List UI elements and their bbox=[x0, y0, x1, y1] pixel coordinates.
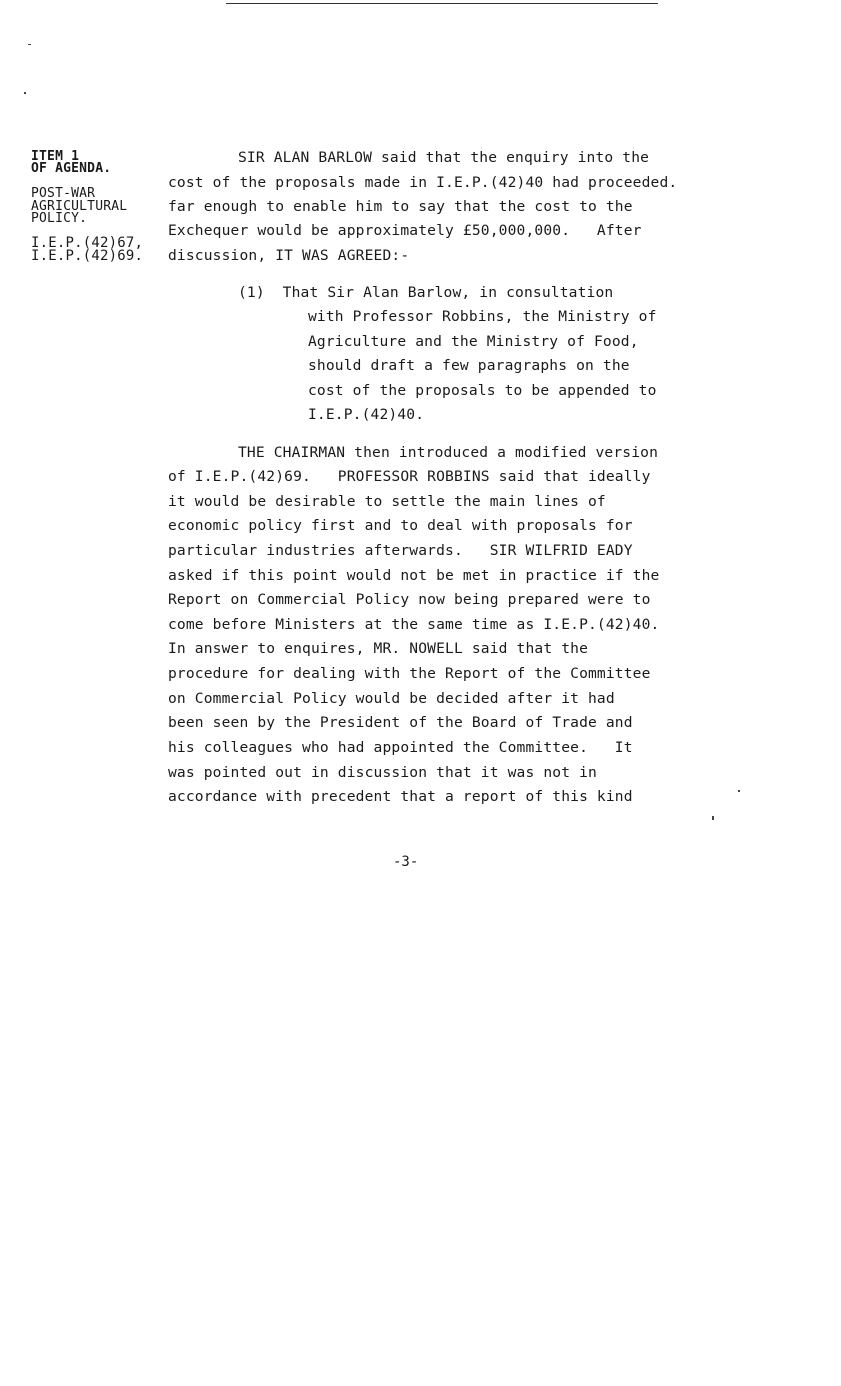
body-line: asked if this point would not be met in practice if the bbox=[168, 567, 660, 584]
page-number: -3- bbox=[393, 854, 419, 870]
resolution-line: should draft a few paragraphs on the bbox=[308, 357, 630, 374]
margin-reference: I.E.P.(42)67, bbox=[31, 235, 144, 251]
body-line: was pointed out in discussion that it was not in bbox=[168, 764, 597, 781]
body-line: In answer to enquires, MR. NOWELL said that the bbox=[168, 640, 589, 657]
resolution-line: cost of the proposals to be appended to bbox=[308, 382, 657, 399]
body-line: been seen by the President of the Board of Trade and bbox=[168, 714, 633, 731]
top-rule bbox=[226, 3, 658, 4]
body-line: economic policy first and to deal with proposals for bbox=[168, 517, 633, 534]
body-line: Report on Commercial Policy now being prepared were to bbox=[168, 591, 651, 608]
body-line: his colleagues who had appointed the Committee. It bbox=[168, 739, 633, 756]
scan-speck bbox=[712, 816, 714, 820]
body-line: come before Ministers at the same time as I.E.P.(42)40. bbox=[168, 616, 660, 633]
body-line: far enough to enable him to say that the cost to the bbox=[168, 198, 633, 215]
body-line: on Commercial Policy would be decided after it had bbox=[168, 690, 615, 707]
margin-subject-line: POST-WAR bbox=[31, 186, 96, 201]
body-line: cost of the proposals made in I.E.P.(42)40 had proceeded. bbox=[168, 174, 678, 191]
resolution-line: with Professor Robbins, the Ministry of bbox=[308, 308, 657, 325]
body-line: discussion, IT WAS AGREED:- bbox=[168, 247, 410, 264]
body-line: procedure for dealing with the Report of the Committee bbox=[168, 665, 651, 682]
margin-agenda-label: OF AGENDA. bbox=[31, 161, 112, 176]
body-line: of I.E.P.(42)69. PROFESSOR ROBBINS said that ideally bbox=[168, 468, 651, 485]
body-line: accordance with precedent that a report of this kind bbox=[168, 788, 633, 805]
margin-reference: I.E.P.(42)69. bbox=[31, 248, 144, 264]
margin-subject-line: POLICY. bbox=[31, 211, 88, 226]
resolution-line: Agriculture and the Ministry of Food, bbox=[308, 333, 639, 350]
body-line: SIR ALAN BARLOW said that the enquiry into the bbox=[238, 149, 650, 166]
margin-item-label: ITEM 1 bbox=[31, 149, 80, 164]
body-line: THE CHAIRMAN then introduced a modified version bbox=[238, 444, 659, 461]
scan-speck bbox=[28, 44, 31, 45]
resolution-line: I.E.P.(42)40. bbox=[308, 406, 425, 423]
body-line: particular industries afterwards. SIR WILFRID EADY bbox=[168, 542, 633, 559]
scan-speck bbox=[24, 92, 26, 94]
resolution-line: (1) That Sir Alan Barlow, in consultation bbox=[238, 284, 614, 301]
margin-subject-line: AGRICULTURAL bbox=[31, 199, 128, 214]
body-line: it would be desirable to settle the main lines of bbox=[168, 493, 606, 510]
body-line: Exchequer would be approximately £50,000,000. After bbox=[168, 222, 642, 239]
scan-speck bbox=[738, 790, 740, 792]
